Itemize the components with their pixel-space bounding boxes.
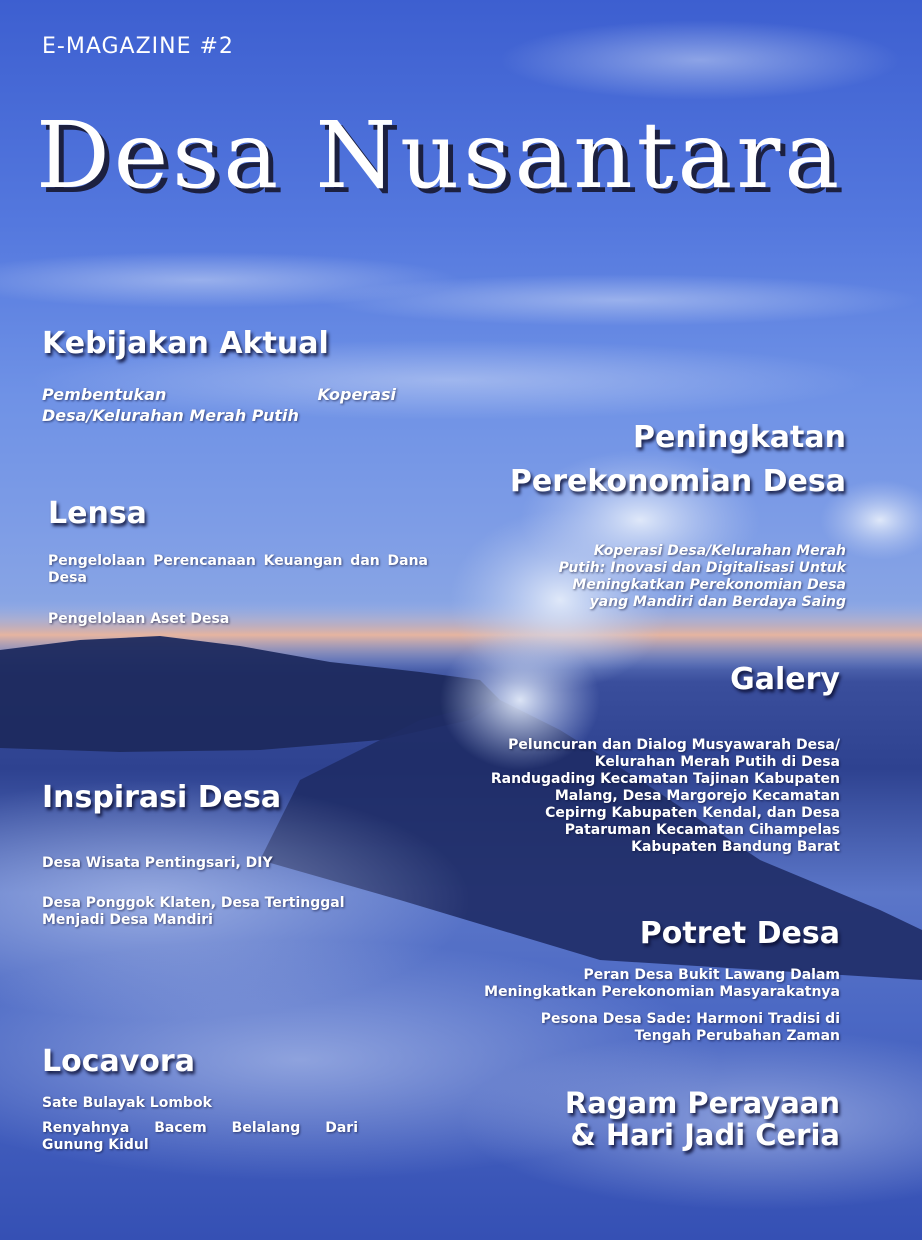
section-heading-ekonomi-line1: Peningkatan [633, 420, 846, 455]
lensa-item-1: Pengelolaan Perencanaan Keuangan dan Dana Desa [48, 553, 428, 586]
section-heading-inspirasi: Inspirasi Desa [42, 780, 282, 815]
lensa-item-2: Pengelolaan Aset Desa [48, 611, 230, 627]
kebijakan-item-1: Pembentukan Koperasi Desa/Kelurahan Merah Putih [42, 385, 396, 425]
potret-item-1: Peran Desa Bukit Lawang Dalam Meningkatkan Perekonomian Masyarakatnya [484, 967, 840, 1000]
magazine-title: Desa Nusantara [36, 102, 844, 209]
issue-label: E-MAGAZINE #2 [42, 34, 234, 59]
section-heading-galery: Galery [730, 662, 840, 697]
section-heading-ragam-line2: & Hari Jadi Ceria [570, 1118, 840, 1152]
section-heading-ragam-line1: Ragam Perayaan [564, 1086, 840, 1120]
ekonomi-item-1: Koperasi Desa/Kelurahan Merah Putih: Inovasi dan Digitalisasi Untuk Meningkatkan Perekonomian Desa yang Mandiri dan Berdaya Saing [558, 543, 846, 610]
section-heading-lensa: Lensa [48, 496, 147, 531]
section-heading-locavora: Locavora [42, 1044, 195, 1079]
locavora-item-1: Sate Bulayak Lombok [42, 1095, 212, 1111]
potret-item-2: Pesona Desa Sade: Harmoni Tradisi di Tengah Perubahan Zaman [540, 1011, 840, 1044]
inspirasi-item-2: Desa Ponggok Klaten, Desa Tertinggal Menjadi Desa Mandiri [42, 895, 345, 928]
locavora-item-2: Renyahnya Bacem Belalang Dari Gunung Kidul [42, 1120, 358, 1153]
galery-item-1: Peluncuran dan Dialog Musyawarah Desa/ Kelurahan Merah Putih di Desa Randugading Kecamatan Tajinan Kabupaten Malang, Desa Margorejo Kecamatan Cepirng Kabupaten Kendal, dan Desa Pataruman Kecamatan Cihampelas Kabupaten Bandung Barat [490, 737, 840, 855]
section-heading-potret: Potret Desa [639, 916, 840, 951]
inspirasi-item-1: Desa Wisata Pentingsari, DIY [42, 855, 273, 871]
section-heading-kebijakan: Kebijakan Aktual [42, 326, 329, 361]
section-heading-ekonomi-line2: Perekonomian Desa [509, 464, 846, 499]
